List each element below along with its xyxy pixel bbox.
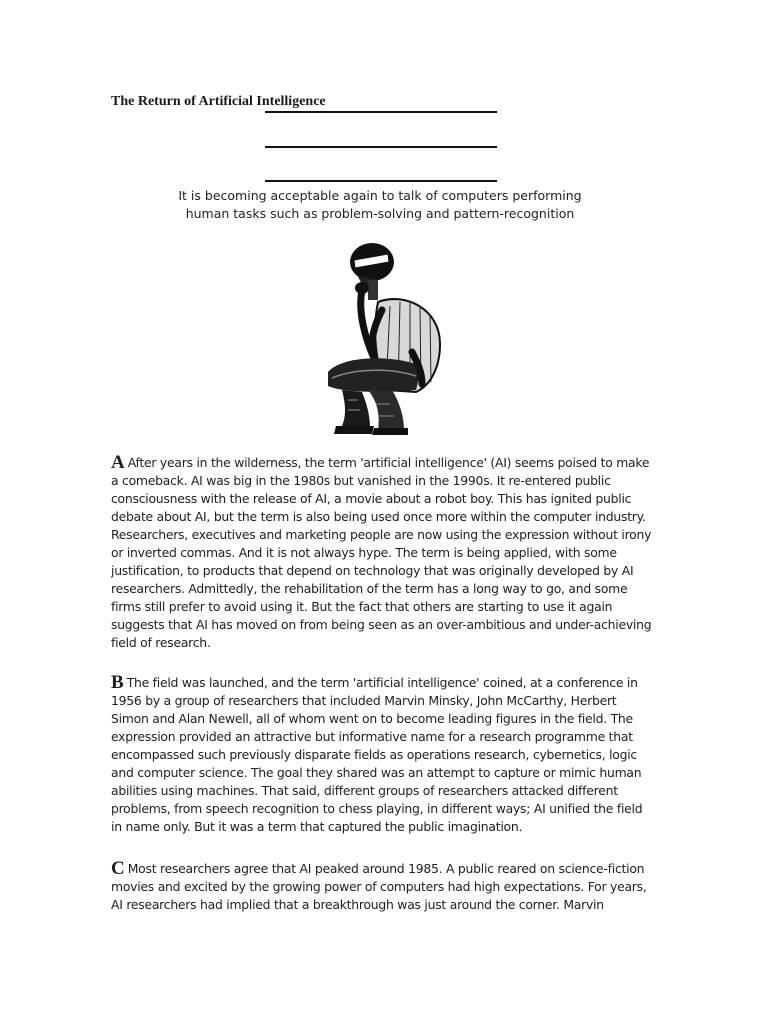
article-subtitle: It is becoming acceptable again to talk of computers performing human tasks such as problem-solving and pattern-recognition xyxy=(178,188,582,221)
paragraph-letter: B xyxy=(111,672,124,693)
paragraph-c xyxy=(111,860,656,914)
answer-line-2 xyxy=(265,146,497,148)
paragraph-text: After years in the wilderness, the term 'artificial intelligence' (AI) seems poised to make a comeback. AI was big in the 1980s but vanished in the 1990s. It re-entered public consciousness with the release of AI, a movie about a robot boy. This has ignited public debate about AI, but the term is also being used once more within the computer industry. Researchers, executives and marketing people are now using the expression without irony or inverted commas. And it is not always hype. The term is being applied, with some justification, to products that depend on technology that was originally developed by AI researchers. Admittedly, the rehabilitation of the term has a long way to go, and some firms still prefer to avoid using it. But the fact that others are starting to use it again suggests that AI has moved on from being seen as an over-ambitious and under-achieving field of research. xyxy=(111,455,652,650)
paragraph-a xyxy=(111,454,656,652)
article-title: The Return of Artificial Intelligence xyxy=(111,94,326,109)
paragraph-text: The field was launched, and the term 'artificial intelligence' coined, at a conference in 1956 by a group of researchers that included Marvin Minsky, John McCarthy, Herbert Simon and Alan Newell, all of whom went on to become leading figures in the field. The expression provided an attractive but informative name for a research programme that encompassed such previously disparate fields as operations research, cybernetics, logic and computer science. The goal they shared was an attempt to capture or mimic human abilities using machines. That said, different groups of researchers attacked different problems, from speech recognition to chess playing, in different ways; AI unified the field in name only. But it was a term that captured the public imagination. xyxy=(111,675,643,834)
paragraph-letter: C xyxy=(111,858,125,879)
paragraph-letter: A xyxy=(111,452,125,473)
paragraph-b xyxy=(111,674,656,836)
thinking-robot-icon xyxy=(312,240,462,435)
paragraph-text: Most researchers agree that AI peaked around 1985. A public reared on science-fiction movies and excited by the growing power of computers had high expectations. For years, AI researchers had implied that a breakthrough was just around the corner. Marvin xyxy=(111,861,647,912)
answer-line-1 xyxy=(265,111,497,113)
answer-line-3 xyxy=(265,180,497,182)
